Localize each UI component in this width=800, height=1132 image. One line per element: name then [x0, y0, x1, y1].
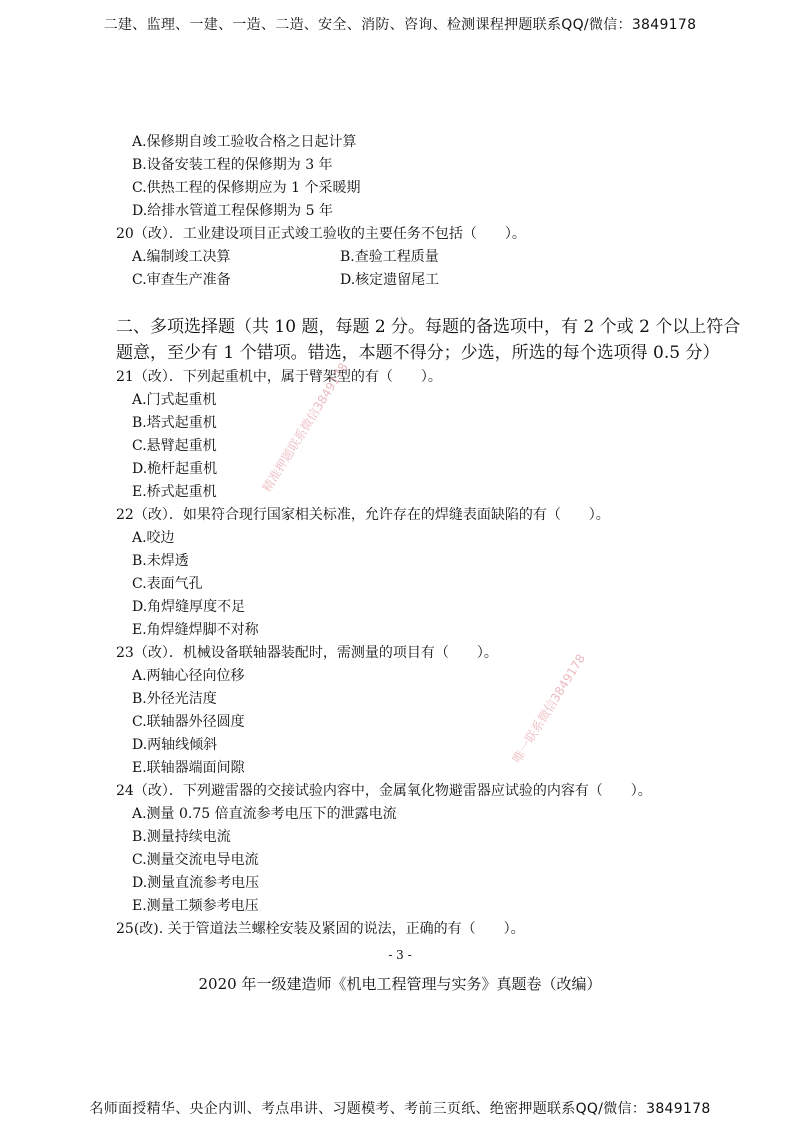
- q20-option-c: C.审查生产准备: [132, 272, 231, 288]
- q21-option-b: B.塔式起重机: [132, 415, 217, 431]
- q22-option-a: A.咬边: [132, 530, 175, 546]
- page-number: - 3 -: [388, 948, 412, 962]
- header-ad: 二建、监理、一建、一造、二造、安全、消防、咨询、检测课程押题联系QQ/微信：3849178: [103, 17, 697, 33]
- q21-option-e: E.桥式起重机: [132, 484, 217, 500]
- q22-stem: 22（改）．如果符合现行国家相关标准，允许存在的焊缝表面缺陷的有（ ）。: [116, 507, 610, 523]
- q23-option-e: E.联轴器端面间隙: [132, 760, 245, 776]
- section2-heading-line2: 题意，至少有 1 个错项。错选，本题不得分；少选，所选的每个选项得 0.5 分）: [116, 343, 720, 363]
- q22-option-c: C.表面气孔: [132, 576, 203, 592]
- q24-option-b: B.测量持续电流: [132, 829, 231, 845]
- q24-option-e: E.测量工频参考电压: [132, 898, 259, 914]
- q19-option-c: C.供热工程的保修期应为 1 个采暖期: [132, 180, 361, 196]
- q19-option-d: D.给排水管道工程保修期为 5 年: [132, 203, 333, 219]
- q21-option-c: C.悬臂起重机: [132, 438, 217, 454]
- q23-option-c: C.联轴器外径圆度: [132, 714, 245, 730]
- q22-option-d: D.角焊缝厚度不足: [132, 599, 246, 615]
- q25-stem: 25(改). 关于管道法兰螺栓安装及紧固的说法，正确的有（ ）。: [116, 921, 525, 937]
- q22-option-b: B.未焊透: [132, 553, 189, 569]
- q21-stem: 21（改）．下列起重机中，属于臂架型的有（ ）。: [116, 369, 442, 385]
- q23-option-d: D.两轴线倾斜: [132, 737, 218, 753]
- q20-options-row2: [116, 269, 696, 292]
- document-title: 2020 年一级建造师《机电工程管理与实务》真题卷（改编）: [198, 975, 602, 993]
- q20-option-b: B.查验工程质量: [340, 249, 439, 265]
- watermark: 精准押题联系微信3849178: [259, 360, 351, 495]
- q23-option-b: B.外径光洁度: [132, 691, 217, 707]
- q23-option-a: A.两轴心径向位移: [132, 668, 245, 684]
- q20-option-a: A.编制竣工决算: [132, 249, 231, 265]
- q19-option-b: B.设备安装工程的保修期为 3 年: [132, 157, 333, 173]
- q24-option-d: D.测量直流参考电压: [132, 875, 260, 891]
- footer-ad: 名师面授精华、央企内训、考点串讲、习题模考、考前三页纸、绝密押题联系QQ/微信：3849178: [89, 1101, 711, 1117]
- q24-option-a: A.测量 0.75 倍直流参考电压下的泄露电流: [132, 806, 397, 822]
- watermark: 唯一联系微信3849178: [509, 651, 589, 766]
- q20-options-row1: [116, 246, 696, 269]
- q20-option-d: D.核定遗留尾工: [340, 272, 440, 288]
- q23-stem: 23（改）．机械设备联轴器装配时，需测量的项目有（ ）。: [116, 645, 498, 661]
- q24-option-c: C.测量交流电导电流: [132, 852, 259, 868]
- q19-option-a: A.保修期自竣工验收合格之日起计算: [132, 134, 357, 150]
- section2-heading-line1: 二、多项选择题（共 10 题，每题 2 分。每题的备选项中，有 2 个或 2 个以上符合: [116, 317, 741, 337]
- exam-content: [116, 131, 741, 941]
- q21-option-a: A.门式起重机: [132, 392, 217, 408]
- q20-stem: 20（改）．工业建设项目正式竣工验收的主要任务不包括（ ）。: [116, 226, 526, 242]
- q21-option-d: D.桅杆起重机: [132, 461, 218, 477]
- q24-stem: 24（改）．下列避雷器的交接试验内容中，金属氧化物避雷器应试验的内容有（ ）。: [116, 783, 652, 799]
- q22-option-e: E.角焊缝焊脚不对称: [132, 622, 259, 638]
